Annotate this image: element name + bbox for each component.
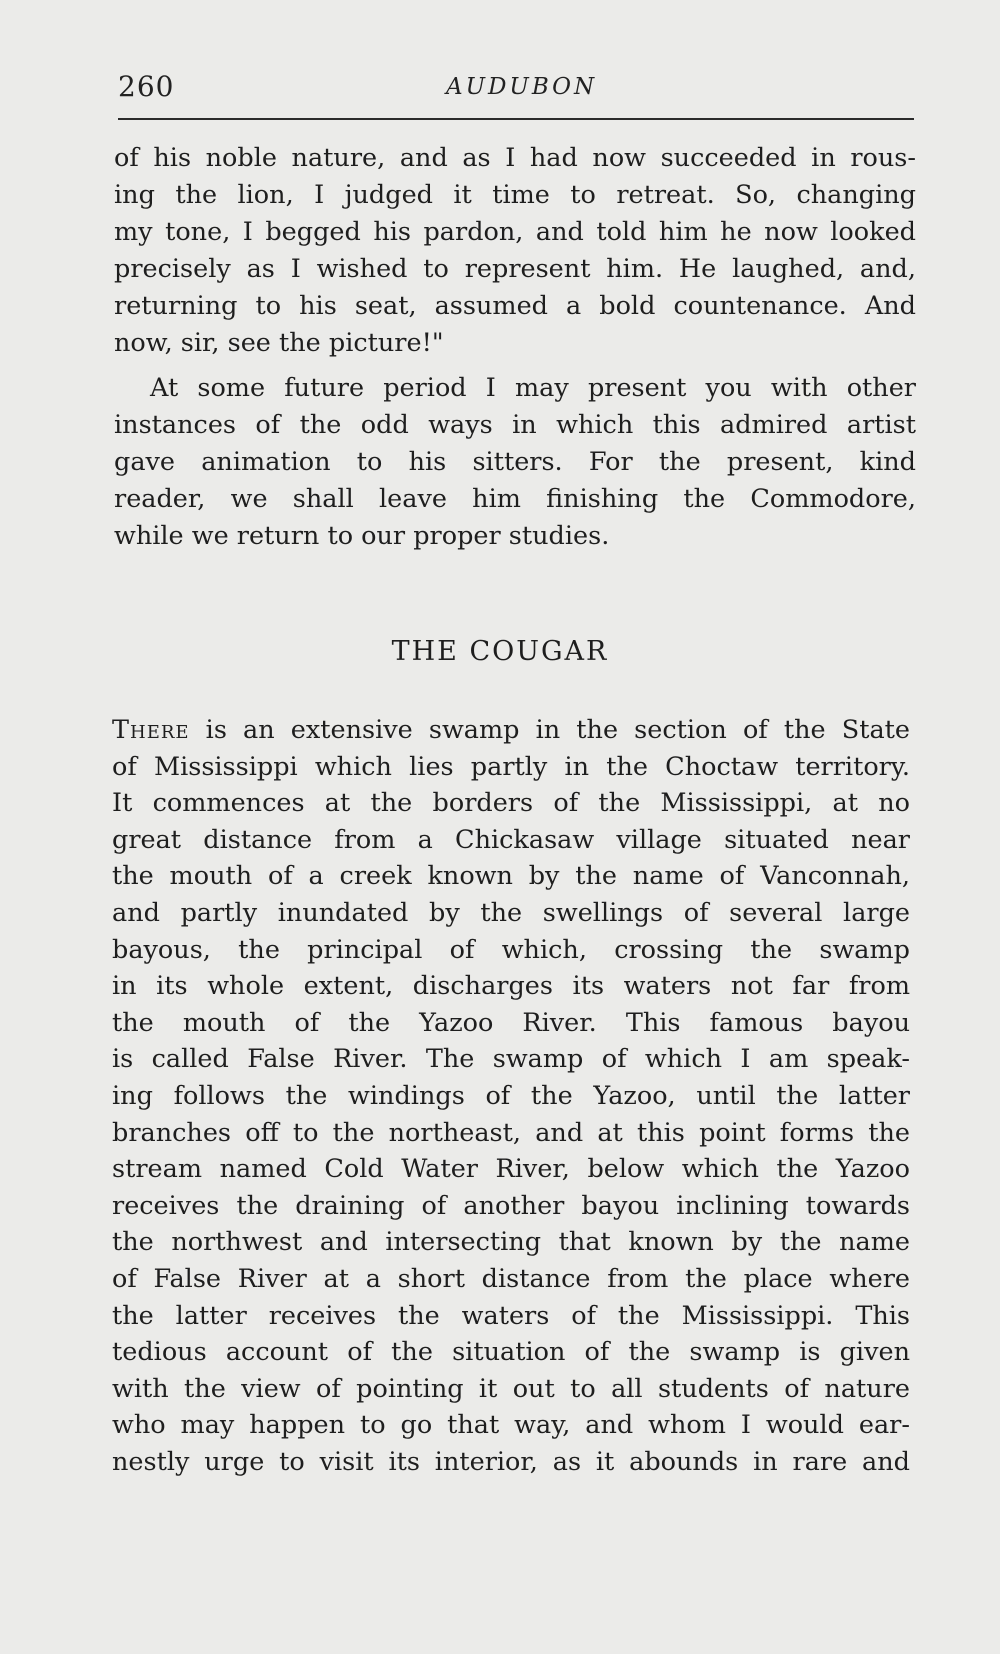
text-line-rest: is an extensive swamp in the section of the State: [189, 715, 910, 745]
text-line: branches off to the northeast, and at this point forms the: [112, 1117, 910, 1148]
text-line: is called False River. The swamp of which I am speak-: [112, 1044, 910, 1075]
text-line: tedious account of the situation of the swamp is given: [112, 1337, 910, 1368]
text-line: nestly urge to visit its interior, as it abounds in rare and: [112, 1446, 910, 1477]
text-line: returning to his seat, assumed a bold countenance. And: [114, 291, 916, 321]
text-line: the latter receives the waters of the Mississippi. This: [112, 1300, 910, 1331]
text-line: It commences at the borders of the Mississippi, at no: [112, 788, 910, 819]
text-line: [112, 712, 910, 749]
text-line: stream named Cold Water River, below which the Yazoo: [112, 1154, 910, 1185]
text-line: gave animation to his sitters. For the present, kind: [114, 447, 916, 477]
text-line: reader, we shall leave him finishing the Commodore,: [114, 484, 916, 514]
text-line: the mouth of the Yazoo River. This famous bayou: [112, 1007, 910, 1038]
text-line: ing follows the windings of the Yazoo, until the latter: [112, 1080, 910, 1111]
text-line: in its whole extent, discharges its waters not far from: [112, 971, 910, 1002]
running-title: AUDUBON: [446, 74, 598, 100]
text-line: my tone, I begged his pardon, and told him he now looked: [114, 217, 916, 247]
paragraph: [114, 370, 916, 555]
text-line: precisely as I wished to represent him. He laughed, and,: [114, 254, 916, 284]
text-line: and partly inundated by the swellings of several large: [112, 897, 910, 928]
text-line: instances of the odd ways in which this admired artist: [114, 410, 916, 440]
text-line: of his noble nature, and as I had now succeeded in rous-: [114, 143, 916, 173]
text-line: who may happen to go that way, and whom I would ear-: [112, 1410, 910, 1441]
text-line: bayous, the principal of which, crossing the swamp: [112, 934, 910, 965]
drop-lead-word: There: [112, 715, 190, 745]
page-number: 260: [118, 70, 175, 103]
page-header: [118, 70, 914, 116]
text-line: ing the lion, I judged it time to retreat. So, changing: [114, 180, 916, 210]
text-line: the mouth of a creek known by the name of Vanconnah,: [112, 861, 910, 892]
text-line: now, sir, see the picture!": [114, 328, 444, 358]
text-line: while we return to our proper studies.: [114, 521, 610, 551]
text-line: At some future period I may present you with other: [150, 373, 916, 403]
text-line: with the view of pointing it out to all students of nature: [112, 1373, 910, 1404]
text-line: the northwest and intersecting that known by the name: [112, 1227, 910, 1258]
text-line: of Mississippi which lies partly in the Choctaw territory.: [112, 751, 910, 782]
text-line: great distance from a Chickasaw village situated near: [112, 824, 910, 855]
header-rule: [118, 118, 914, 120]
section-heading: THE COUGAR: [391, 636, 609, 667]
text-line: receives the draining of another bayou inclining towards: [112, 1190, 910, 1221]
paragraph-continuation: [114, 140, 916, 362]
paragraph: [112, 712, 910, 1480]
text-line: of False River at a short distance from the place where: [112, 1263, 910, 1294]
